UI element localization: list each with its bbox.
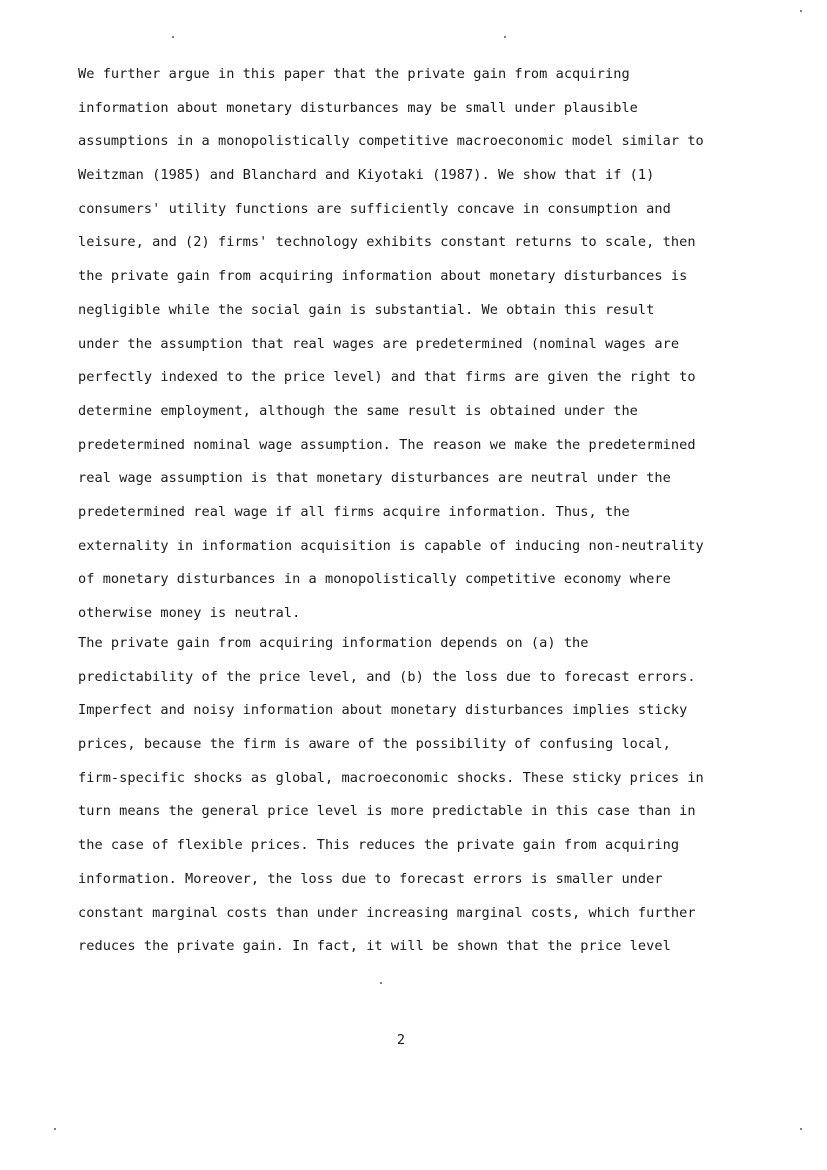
paragraph-line: predetermined real wage if all firms acquire information. Thus, the (78, 503, 630, 520)
paragraph-line: perfectly indexed to the price level) and that firms are given the right to (78, 369, 696, 386)
paragraph-line: leisure, and (2) firms' technology exhibits constant returns to scale, then (78, 234, 696, 251)
page-number: 2 (396, 1032, 406, 1048)
paragraph-line: turn means the general price level is more predictable in this case than in (78, 803, 696, 820)
paragraph-line: of monetary disturbances in a monopolistically competitive economy where (78, 571, 671, 588)
scan-speck (172, 36, 174, 38)
paragraph-line: We further argue in this paper that the private gain from acquiring (78, 66, 630, 82)
paragraph-line: externality in information acquisition is capable of inducing non-neutrality (78, 537, 704, 554)
paragraph-line: assumptions in a monopolistically competitive macroeconomic model similar to (78, 133, 704, 150)
scan-speck (54, 1128, 56, 1130)
paragraph-line: under the assumption that real wages are predetermined (nominal wages are (78, 335, 680, 352)
paragraph-line: the private gain from acquiring information about monetary disturbances is (78, 268, 688, 285)
paragraph-line: determine employment, although the same result is obtained under the (78, 402, 638, 419)
paragraph-line: otherwise money is neutral. (78, 605, 301, 621)
paragraph-line: predictability of the price level, and (b) the loss due to forecast errors. (78, 668, 696, 685)
paragraph-line: Imperfect and noisy information about monetary disturbances implies sticky (78, 702, 688, 719)
paragraph-line: information. Moreover, the loss due to forecast errors is smaller under (78, 870, 663, 887)
paragraph-line: real wage assumption is that monetary disturbances are neutral under the (78, 470, 671, 487)
paragraph-line: reduces the private gain. In fact, it will be shown that the price level (78, 938, 671, 955)
paragraph-1 (78, 58, 718, 631)
paragraph-line: Weitzman (1985) and Blanchard and Kiyotaki (1987). We show that if (1) (78, 167, 655, 184)
paragraph-line: information about monetary disturbances may be small under plausible (78, 99, 638, 116)
paragraph-line: The private gain from acquiring information depends on (a) the (78, 635, 589, 651)
scan-speck (380, 982, 382, 984)
paragraph-2 (78, 627, 718, 964)
scan-speck (504, 36, 506, 38)
scan-speck (800, 10, 802, 12)
scan-speck (800, 1128, 802, 1130)
paragraph-line: predetermined nominal wage assumption. The reason we make the predetermined (78, 436, 696, 453)
paragraph-line: prices, because the firm is aware of the possibility of confusing local, (78, 736, 671, 753)
paragraph-line: negligible while the social gain is substantial. We obtain this result (78, 301, 655, 318)
paragraph-line: consumers' utility functions are sufficiently concave in consumption and (78, 200, 671, 217)
paragraph-line: constant marginal costs than under increasing marginal costs, which further (78, 904, 696, 921)
paragraph-line: firm-specific shocks as global, macroeconomic shocks. These sticky prices in (78, 769, 704, 786)
paragraph-line: the case of flexible prices. This reduces the private gain from acquiring (78, 837, 680, 854)
